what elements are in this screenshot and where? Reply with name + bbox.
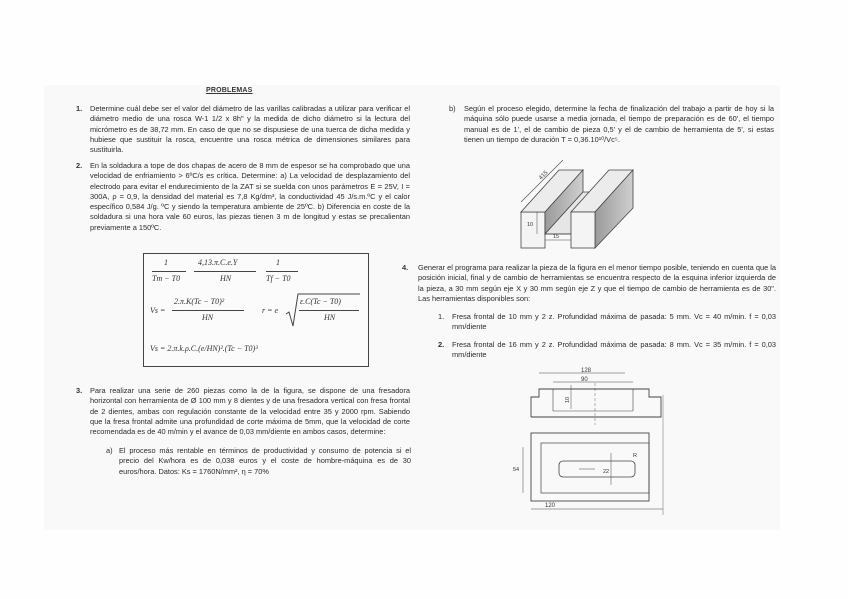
tool-1-text: Fresa frontal de 10 mm y 2 z. Profundidad máxima de pasada: 5 mm. Vc = 40 m/min. f = 0,03 mm/diente: [452, 312, 776, 332]
dim-inner: 90: [581, 377, 588, 383]
formula-box: [143, 253, 369, 367]
formula-2-denominator: HN: [202, 313, 214, 322]
part-a-text: El proceso más rentable en términos de productividad y consumo de potencia si el precio del Kw/hora es de 0,038 euros y el coste de hombre-máquina es de 30 euros/hora. Datos: Ks = 1760N/mm², η = 70%: [119, 446, 411, 476]
formula-1-mid-denominator: HN: [220, 274, 232, 283]
problem-4-number: 4.: [402, 263, 409, 272]
dim-height: 54: [513, 467, 520, 473]
part-a-label: a): [106, 446, 113, 455]
formula-1-left-denominator: Tm − T0: [152, 274, 181, 283]
problem-1-text: Determine cuál debe ser el valor del diámetro de las varillas calibradas a utilizar para verificar el diámetro medio de una rosca W-1 1/2 x 8h" y la medida de dicho diámetro si la lectura del micrómetro es de 38,72 mm. En caso de que no se dispusiese de una tuerca de dicha medida y hubiese que sustituir la rosca, encuentre una rosca métrica de dimensiones similares para sustituirla.: [90, 104, 410, 155]
figure-slotted-block: [505, 160, 640, 250]
problem-2-number: 2.: [76, 161, 83, 170]
formula-4: Vs = 2.π.k.ρ.C.(e/HN)².(Tc − T0)³: [150, 344, 258, 353]
fraction-line: [194, 271, 256, 272]
problem-3-number: 3.: [76, 386, 83, 395]
formula-1-left-numerator: 1: [164, 258, 168, 267]
dim-length: 415: [538, 170, 550, 182]
formula-1-right-numerator: 1: [276, 258, 280, 267]
formula-3-lhs: r = e: [262, 306, 279, 315]
fraction-line: [266, 271, 298, 272]
problem-4-text: Generar el programa para realizar la pieza de la figura en el menor tiempo posible, teniendo en cuenta que la posición inicial, final y de cambio de herramientas se encuentra respecto de la esquina inferior izquierda de la pieza, a 30 mm según eje X y 30 mm según eje Z y que el tiempo de cambio de herramienta es de 30". Las herramientas disponibles son:: [418, 263, 776, 303]
part-b-label: b): [449, 104, 456, 113]
formula-2-numerator: 2.π.K(Tc − T0)²: [174, 297, 225, 306]
tool-2-label: 2.: [438, 340, 445, 349]
page-title: PROBLEMAS: [206, 87, 253, 94]
dim-width: 15: [553, 234, 560, 240]
formula-1-right-denominator: Tf − T0: [266, 274, 291, 283]
problem-3-text: Para realizar una serie de 260 piezas como la de la figura, se dispone de una fresadora horizontal con herramienta de Ø 100 mm y 8 dientes y de una fresadora vertical con fresa frontal de 2 dientes, ambas con regulación constante de la velocidad entre 35 y 2000 rpm. Sabiendo que la fresa frontal admite una profundidad de corte máxima de 5mm, que la velocidad de corte recomendada es de 40 m/min y el avance de 0,03 mm/diente en ambos casos, determine:: [90, 386, 410, 437]
tool-1-label: 1.: [438, 312, 445, 321]
problem-1-number: 1.: [76, 104, 83, 113]
fraction-line: [299, 310, 359, 311]
dim-radius: R: [633, 453, 637, 459]
dim-total: 128: [581, 368, 592, 374]
part-b-text: Según el proceso elegido, determine la fecha de finalización del trabajo a partir de hoy si la máquina sólo puede usarse a media jornada, el tiempo de preparación es de 60', el tiempo manual es de 1', el de cambio de pieza 0,5' y el de cambio de herramienta de 5', si estas tienen un tiempo de duración T = 0,36.10¹⁰/Vc⁵.: [464, 104, 774, 144]
dim-bottom: 120: [545, 503, 556, 509]
formula-2-lhs: Vs =: [150, 306, 166, 315]
fraction-line: [152, 271, 186, 272]
formula-1-mid-numerator: 4,13.π.C.e.Y: [198, 258, 238, 267]
tool-2-text: Fresa frontal de 16 mm y 2 z. Profundidad máxima de pasada: 8 mm. Vc = 35 m/min. f = 0,03 mm/diente: [452, 340, 776, 360]
formula-3-numerator: ε.C(Tc − T0): [300, 297, 341, 306]
fraction-line: [172, 310, 244, 311]
problem-2-text: En la soldadura a tope de dos chapas de acero de 8 mm de espesor se ha comprobado que una velocidad de enfriamiento > 6ºC/s es crítica. Determine: a) La velocidad de desplazamiento del electrodo para evitar el endurecimiento de la ZAT si se suelda con unos parámetros E = 25V, I = 300A, ρ = 0,9, la densidad del material es 7,8 Kg/dm³, la conductividad 45 J/s.m.ºC y el calor específico 0,584 J/g. ºC y siendo la temperatura ambiente de 25ºC. b) Diferencia en coste de la soldadura si una hora vale 60 euros, las piezas tienen 3 m de longitud y estas se precalientan previamente a 150ºC.: [90, 161, 410, 232]
dim-depth: 10: [565, 396, 571, 403]
figure-part-drawing: [505, 365, 665, 520]
formula-3-denominator: HN: [324, 313, 336, 322]
dim-slot: 22: [603, 469, 610, 475]
dim-depth: 10: [527, 222, 534, 228]
